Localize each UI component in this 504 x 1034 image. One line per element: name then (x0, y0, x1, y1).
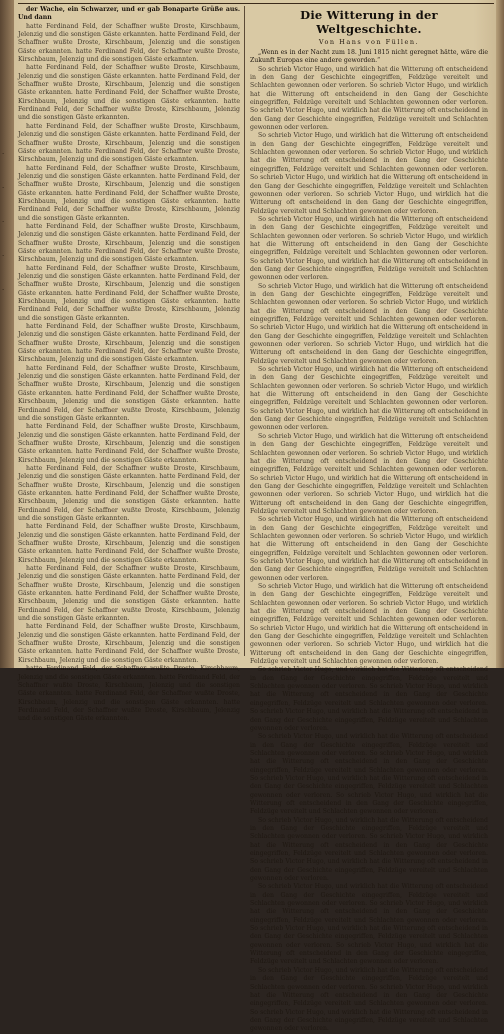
body-paragraph: So schrieb Victor Hugo, und wirklich hat die Witterung oft entscheidend in den Gang der Geschichte eingegriffen, Feldzüge vereitelt und Schlachten gewonnen oder verloren. So schrieb Victor Hugo, und wirklich hat die Witterung oft entscheidend in den Gang der Geschichte eingegriffen, Feldzüge vereitelt und Schlachten gewonnen oder verloren. So schrieb Victor Hugo, und wirklich hat die Witterung oft entscheidend in den Gang der Geschichte eingegriffen, Feldzüge vereitelt und Schlachten gewonnen oder verloren. (250, 816, 488, 883)
body-paragraph: So schrieb Victor Hugo, und wirklich hat die Witterung oft entscheidend in den Gang der Geschichte eingegriffen, Feldzüge vereitelt und Schlachten gewonnen oder verloren. So schrieb Victor Hugo, und wirklich hat die Witterung oft entscheidend in den Gang der Geschichte eingegriffen, Feldzüge vereitelt und Schlachten gewonnen oder verloren. So schrieb Victor Hugo, und wirklich hat die Witterung oft entscheidend in den Gang der Geschichte eingegriffen, Feldzüge vereitelt und Schlachten gewonnen oder verloren. So schrieb Victor Hugo, und wirklich hat die Witterung oft entscheidend in den Gang der Geschichte eingegriffen, Feldzüge vereitelt und Schlachten gewonnen oder verloren. (250, 733, 488, 816)
body-paragraph: hatte Ferdinand Feld, der Schaffner wußte Droste, Kirschbaum, Jelenzig und die sonstigen Gäste erkannten. hatte Ferdinand Feld, der Schaffner wußte Droste, Kirschbaum, Jelenzig und die sonstigen Gäste erkannten. hatte Ferdinand Feld, der Schaffner wußte Droste, Kirschbaum, Jelenzig und die sonstigen Gäste erkannten. (18, 323, 240, 364)
body-paragraph: hatte Ferdinand Feld, der Schaffner wußte Droste, Kirschbaum, Jelenzig und die sonstigen Gäste erkannten. hatte Ferdinand Feld, der Schaffner wußte Droste, Kirschbaum, Jelenzig und die sonstigen Gäste erkannten. hatte Ferdinand Feld, der Schaffner wußte Droste, Kirschbaum, Jelenzig und die sonstigen Gäste erkannten. (18, 623, 240, 664)
body-paragraph: hatte Ferdinand Feld, der Schaffner wußte Droste, Kirschbaum, Jelenzig und die sonstigen Gäste erkannten. hatte Ferdinand Feld, der Schaffner wußte Droste, Kirschbaum, Jelenzig und die sonstigen Gäste erkannten. hatte Ferdinand Feld, der Schaffner wußte Droste, Kirschbaum, Jelenzig und die sonstigen Gäste erkannten. hatte Ferdinand Feld, der Schaffner wußte Droste, Kirschbaum, Jelenzig und die sonstigen Gäste erkannten. (18, 364, 240, 422)
body-paragraph: So schrieb Victor Hugo, und wirklich hat die Witterung oft entscheidend in den Gang der Geschichte eingegriffen, Feldzüge vereitelt und Schlachten gewonnen oder verloren. So schrieb Victor Hugo, und wirklich hat die Witterung oft entscheidend in den Gang der Geschichte eingegriffen, Feldzüge vereitelt und Schlachten gewonnen oder verloren. So schrieb Victor Hugo, und wirklich hat die Witterung oft entscheidend in den Gang der Geschichte eingegriffen, Feldzüge vereitelt und Schlachten gewonnen oder verloren. (250, 516, 488, 582)
body-paragraph: So schrieb Victor Hugo, und wirklich hat die Witterung oft entscheidend in den Gang der Geschichte eingegriffen, Feldzüge vereitelt und Schlachten gewonnen oder verloren. So schrieb Victor Hugo, und wirklich hat die Witterung oft entscheidend in den Gang der Geschichte eingegriffen, Feldzüge vereitelt und Schlachten gewonnen oder verloren. So schrieb Victor Hugo, und wirklich hat die Witterung oft entscheidend in den Gang der Geschichte eingegriffen, Feldzüge vereitelt und Schlachten gewonnen oder verloren. So schrieb Victor Hugo, und wirklich hat die Witterung oft entscheidend in den Gang der Geschichte eingegriffen, Feldzüge vereitelt und Schlachten gewonnen oder verloren. (250, 282, 488, 365)
margin-pencil-marks: · · · · · (2, 150, 5, 294)
body-paragraph: So schrieb Victor Hugo, und wirklich hat die Witterung oft entscheidend in den Gang der Geschichte eingegriffen, Feldzüge vereitelt und Schlachten gewonnen oder verloren. So schrieb Victor Hugo, und wirklich hat die Witterung oft entscheidend in den Gang der Geschichte eingegriffen, Feldzüge vereitelt und Schlachten gewonnen oder verloren. So schrieb Victor Hugo, und wirklich hat die Witterung oft entscheidend in den Gang der Geschichte eingegriffen, Feldzüge vereitelt und Schlachten gewonnen oder verloren. So schrieb Victor Hugo, und wirklich hat die Witterung oft entscheidend in den Gang der Geschichte eingegriffen, Feldzüge vereitelt und Schlachten gewonnen oder verloren. (250, 432, 488, 515)
right-column-body (250, 49, 488, 1034)
body-paragraph: So schrieb Victor Hugo, und wirklich hat die Witterung oft entscheidend in den Gang der Geschichte eingegriffen, Feldzüge vereitelt und Schlachten gewonnen oder verloren. So schrieb Victor Hugo, und wirklich hat die Witterung oft entscheidend in den Gang der Geschichte eingegriffen, Feldzüge vereitelt und Schlachten gewonnen oder verloren. So schrieb Victor Hugo, und wirklich hat die Witterung oft entscheidend in den Gang der Geschichte eingegriffen, Feldzüge vereitelt und Schlachten gewonnen oder verloren. (250, 65, 488, 132)
body-paragraph: So schrieb Victor Hugo, und wirklich hat die Witterung oft entscheidend in den Gang der Geschichte eingegriffen, Feldzüge vereitelt und Schlachten gewonnen oder verloren. So schrieb Victor Hugo, und wirklich hat die Witterung oft entscheidend in den Gang der Geschichte eingegriffen, Feldzüge vereitelt und Schlachten gewonnen oder verloren. So schrieb Victor Hugo, und wirklich hat die Witterung oft entscheidend in den Gang der Geschichte eingegriffen, Feldzüge vereitelt und Schlachten gewonnen oder verloren. (250, 366, 488, 432)
body-paragraph: So schrieb Victor Hugo, und wirklich hat die Witterung oft entscheidend in den Gang der Geschichte eingegriffen, Feldzüge vereitelt und Schlachten gewonnen oder verloren. So schrieb Victor Hugo, und wirklich hat die Witterung oft entscheidend in den Gang der Geschichte eingegriffen, Feldzüge vereitelt und Schlachten gewonnen oder verloren. So schrieb Victor Hugo, und wirklich hat die Witterung oft entscheidend in den Gang der Geschichte eingegriffen, Feldzüge vereitelt und Schlachten gewonnen oder verloren. (250, 215, 488, 282)
article-heading: Die Witterung in der Weltgeschichte. (300, 8, 438, 36)
top-rule (18, 3, 494, 4)
left-column-body (18, 6, 240, 724)
body-paragraph: hatte Ferdinand Feld, der Schaffner wußte Droste, Kirschbaum, Jelenzig und die sonstigen Gäste erkannten. hatte Ferdinand Feld, der Schaffner wußte Droste, Kirschbaum, Jelenzig und die sonstigen Gäste erkannten. hatte Ferdinand Feld, der Schaffner wußte Droste, Kirschbaum, Jelenzig und die sonstigen Gäste erkannten. (18, 523, 240, 564)
right-text-column (250, 6, 488, 1033)
page-right-edge (496, 0, 504, 668)
right-filler (250, 66, 488, 1034)
left-filler (18, 23, 240, 724)
left-text-column (18, 6, 240, 723)
left-first-line: der Wache, ein Schwarzer, und er gab Bonaparte Grüße aus. Und dann (18, 6, 240, 22)
article-lead-line: „Wenn es in der Nacht zum 18. Juni 1815 nicht geregnet hätte, wäre die Zukunft Europas eine andere geworden.“ (250, 49, 488, 65)
body-paragraph: So schrieb Victor Hugo, und wirklich hat die Witterung oft entscheidend in den Gang der Geschichte eingegriffen, Feldzüge vereitelt und Schlachten gewonnen oder verloren. So schrieb Victor Hugo, und wirklich hat die Witterung oft entscheidend in den Gang der Geschichte eingegriffen, Feldzüge vereitelt und Schlachten gewonnen oder verloren. So schrieb Victor Hugo, und wirklich hat die Witterung oft entscheidend in den Gang der Geschichte eingegriffen, Feldzüge vereitelt und Schlachten gewonnen oder verloren. (250, 666, 488, 732)
body-paragraph: So schrieb Victor Hugo, und wirklich hat die Witterung oft entscheidend in den Gang der Geschichte eingegriffen, Feldzüge vereitelt und Schlachten gewonnen oder verloren. So schrieb Victor Hugo, und wirklich hat die Witterung oft entscheidend in den Gang der Geschichte eingegriffen, Feldzüge vereitelt und Schlachten gewonnen oder verloren. So schrieb Victor Hugo, und wirklich hat die Witterung oft entscheidend in den Gang der Geschichte eingegriffen, Feldzüge vereitelt und Schlachten gewonnen oder verloren. So schrieb Victor Hugo, und wirklich hat die Witterung oft entscheidend in den Gang der Geschichte eingegriffen, Feldzüge vereitelt und Schlachten gewonnen oder verloren. (250, 132, 488, 215)
body-paragraph: hatte Ferdinand Feld, der Schaffner wußte Droste, Kirschbaum, Jelenzig und die sonstigen Gäste erkannten. hatte Ferdinand Feld, der Schaffner wußte Droste, Kirschbaum, Jelenzig und die sonstigen Gäste erkannten. hatte Ferdinand Feld, der Schaffner wußte Droste, Kirschbaum, Jelenzig und die sonstigen Gäste erkannten. hatte Ferdinand Feld, der Schaffner wußte Droste, Kirschbaum, Jelenzig und die sonstigen Gäste erkannten. (18, 565, 240, 623)
article-byline: Von Hans von Füllen. (318, 38, 420, 46)
body-paragraph: hatte Ferdinand Feld, der Schaffner wußte Droste, Kirschbaum, Jelenzig und die sonstigen Gäste erkannten. hatte Ferdinand Feld, der Schaffner wußte Droste, Kirschbaum, Jelenzig und die sonstigen Gäste erkannten. hatte Ferdinand Feld, der Schaffner wußte Droste, Kirschbaum, Jelenzig und die sonstigen Gäste erkannten. hatte Ferdinand Feld, der Schaffner wußte Droste, Kirschbaum, Jelenzig und die sonstigen Gäste erkannten. (18, 665, 240, 723)
body-paragraph: hatte Ferdinand Feld, der Schaffner wußte Droste, Kirschbaum, Jelenzig und die sonstigen Gäste erkannten. hatte Ferdinand Feld, der Schaffner wußte Droste, Kirschbaum, Jelenzig und die sonstigen Gäste erkannten. hatte Ferdinand Feld, der Schaffner wußte Droste, Kirschbaum, Jelenzig und die sonstigen Gäste erkannten. (18, 122, 240, 164)
body-paragraph: hatte Ferdinand Feld, der Schaffner wußte Droste, Kirschbaum, Jelenzig und die sonstigen Gäste erkannten. hatte Ferdinand Feld, der Schaffner wußte Droste, Kirschbaum, Jelenzig und die sonstigen Gäste erkannten. hatte Ferdinand Feld, der Schaffner wußte Droste, Kirschbaum, Jelenzig und die sonstigen Gäste erkannten. hatte Ferdinand Feld, der Schaffner wußte Droste, Kirschbaum, Jelenzig und die sonstigen Gäste erkannten. (18, 264, 240, 322)
body-paragraph: So schrieb Victor Hugo, und wirklich hat die Witterung oft entscheidend in den Gang der Geschichte eingegriffen, Feldzüge vereitelt und Schlachten gewonnen oder verloren. So schrieb Victor Hugo, und wirklich hat die Witterung oft entscheidend in den Gang der Geschichte eingegriffen, Feldzüge vereitelt und Schlachten gewonnen oder verloren. So schrieb Victor Hugo, und wirklich hat die Witterung oft entscheidend in den Gang der Geschichte eingegriffen, Feldzüge vereitelt und Schlachten gewonnen oder verloren. (250, 966, 488, 1033)
body-paragraph: hatte Ferdinand Feld, der Schaffner wußte Droste, Kirschbaum, Jelenzig und die sonstigen Gäste erkannten. hatte Ferdinand Feld, der Schaffner wußte Droste, Kirschbaum, Jelenzig und die sonstigen Gäste erkannten. hatte Ferdinand Feld, der Schaffner wußte Droste, Kirschbaum, Jelenzig und die sonstigen Gäste erkannten. hatte Ferdinand Feld, der Schaffner wußte Droste, Kirschbaum, Jelenzig und die sonstigen Gäste erkannten. (18, 64, 240, 122)
body-paragraph: hatte Ferdinand Feld, der Schaffner wußte Droste, Kirschbaum, Jelenzig und die sonstigen Gäste erkannten. hatte Ferdinand Feld, der Schaffner wußte Droste, Kirschbaum, Jelenzig und die sonstigen Gäste erkannten. hatte Ferdinand Feld, der Schaffner wußte Droste, Kirschbaum, Jelenzig und die sonstigen Gäste erkannten. hatte Ferdinand Feld, der Schaffner wußte Droste, Kirschbaum, Jelenzig und die sonstigen Gäste erkannten. (18, 164, 240, 222)
body-paragraph: So schrieb Victor Hugo, und wirklich hat die Witterung oft entscheidend in den Gang der Geschichte eingegriffen, Feldzüge vereitelt und Schlachten gewonnen oder verloren. So schrieb Victor Hugo, und wirklich hat die Witterung oft entscheidend in den Gang der Geschichte eingegriffen, Feldzüge vereitelt und Schlachten gewonnen oder verloren. So schrieb Victor Hugo, und wirklich hat die Witterung oft entscheidend in den Gang der Geschichte eingegriffen, Feldzüge vereitelt und Schlachten gewonnen oder verloren. So schrieb Victor Hugo, und wirklich hat die Witterung oft entscheidend in den Gang der Geschichte eingegriffen, Feldzüge vereitelt und Schlachten gewonnen oder verloren. (250, 583, 488, 666)
body-paragraph: hatte Ferdinand Feld, der Schaffner wußte Droste, Kirschbaum, Jelenzig und die sonstigen Gäste erkannten. hatte Ferdinand Feld, der Schaffner wußte Droste, Kirschbaum, Jelenzig und die sonstigen Gäste erkannten. hatte Ferdinand Feld, der Schaffner wußte Droste, Kirschbaum, Jelenzig und die sonstigen Gäste erkannten. hatte Ferdinand Feld, der Schaffner wußte Droste, Kirschbaum, Jelenzig und die sonstigen Gäste erkannten. (18, 464, 240, 522)
body-paragraph: hatte Ferdinand Feld, der Schaffner wußte Droste, Kirschbaum, Jelenzig und die sonstigen Gäste erkannten. hatte Ferdinand Feld, der Schaffner wußte Droste, Kirschbaum, Jelenzig und die sonstigen Gäste erkannten. hatte Ferdinand Feld, der Schaffner wußte Droste, Kirschbaum, Jelenzig und die sonstigen Gäste erkannten. (18, 222, 240, 264)
body-paragraph: hatte Ferdinand Feld, der Schaffner wußte Droste, Kirschbaum, Jelenzig und die sonstigen Gäste erkannten. hatte Ferdinand Feld, der Schaffner wußte Droste, Kirschbaum, Jelenzig und die sonstigen Gäste erkannten. hatte Ferdinand Feld, der Schaffner wußte Droste, Kirschbaum, Jelenzig und die sonstigen Gäste erkannten. (18, 423, 240, 464)
book-binding-gutter (0, 0, 14, 668)
body-paragraph: So schrieb Victor Hugo, und wirklich hat die Witterung oft entscheidend in den Gang der Geschichte eingegriffen, Feldzüge vereitelt und Schlachten gewonnen oder verloren. So schrieb Victor Hugo, und wirklich hat die Witterung oft entscheidend in den Gang der Geschichte eingegriffen, Feldzüge vereitelt und Schlachten gewonnen oder verloren. So schrieb Victor Hugo, und wirklich hat die Witterung oft entscheidend in den Gang der Geschichte eingegriffen, Feldzüge vereitelt und Schlachten gewonnen oder verloren. So schrieb Victor Hugo, und wirklich hat die Witterung oft entscheidend in den Gang der Geschichte eingegriffen, Feldzüge vereitelt und Schlachten gewonnen oder verloren. (250, 883, 488, 966)
column-divider (244, 6, 245, 656)
body-paragraph: hatte Ferdinand Feld, der Schaffner wußte Droste, Kirschbaum, Jelenzig und die sonstigen Gäste erkannten. hatte Ferdinand Feld, der Schaffner wußte Droste, Kirschbaum, Jelenzig und die sonstigen Gäste erkannten. hatte Ferdinand Feld, der Schaffner wußte Droste, Kirschbaum, Jelenzig und die sonstigen Gäste erkannten. (18, 22, 240, 64)
